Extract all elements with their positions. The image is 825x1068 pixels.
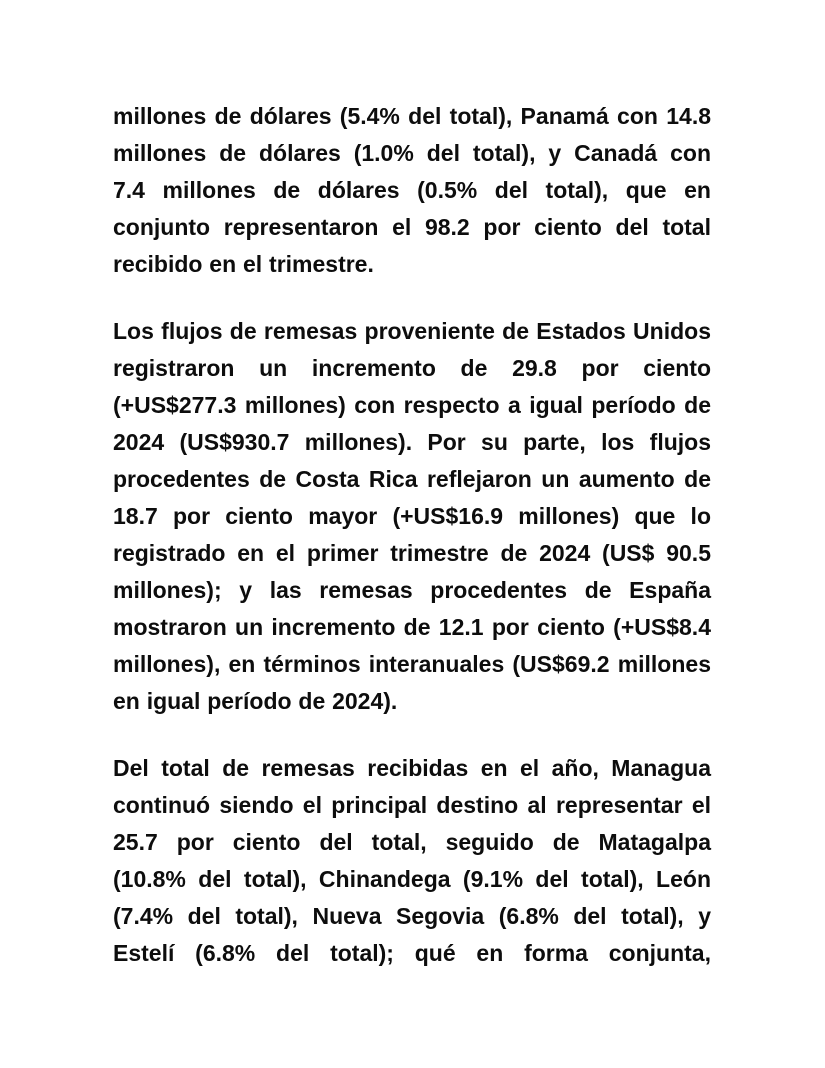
paragraph-flows-by-origin	[113, 313, 711, 720]
text-line: mostraron un incremento de 12.1 por ciento (+US$8.4	[113, 614, 711, 640]
text-line: conjunto representaron el 98.2 por ciento del total	[113, 214, 711, 240]
text-line: millones), en términos interanuales (US$69.2 millones	[113, 651, 711, 677]
text-line: 25.7 por ciento del total, seguido de Matagalpa	[113, 829, 711, 855]
text-line: recibido en el trimestre.	[113, 251, 374, 277]
text-line: 2024 (US$930.7 millones). Por su parte, los flujos	[113, 429, 711, 455]
text-line: 7.4 millones de dólares (0.5% del total), que en	[113, 177, 711, 203]
text-line: 18.7 por ciento mayor (+US$16.9 millones) que lo	[113, 503, 711, 529]
text-line: Del total de remesas recibidas en el año, Managua	[113, 755, 711, 781]
paragraph-destinations	[113, 750, 711, 972]
text-line: (10.8% del total), Chinandega (9.1% del total), León	[113, 866, 711, 892]
paragraph-country-shares	[113, 98, 711, 283]
text-line: millones de dólares (1.0% del total), y Canadá con	[113, 140, 711, 166]
text-line: en igual período de 2024).	[113, 688, 398, 714]
text-line: millones de dólares (5.4% del total), Panamá con 14.8	[113, 103, 711, 129]
text-line: registraron un incremento de 29.8 por ciento	[113, 355, 711, 381]
text-line: Estelí (6.8% del total); qué en forma conjunta,	[113, 940, 711, 966]
text-line: procedentes de Costa Rica reflejaron un aumento de	[113, 466, 711, 492]
text-line: millones); y las remesas procedentes de España	[113, 577, 711, 603]
text-line: (7.4% del total), Nueva Segovia (6.8% del total), y	[113, 903, 711, 929]
text-line: registrado en el primer trimestre de 2024 (US$ 90.5	[113, 540, 711, 566]
text-line: continuó siendo el principal destino al representar el	[113, 792, 711, 818]
text-line: Los flujos de remesas proveniente de Estados Unidos	[113, 318, 711, 344]
text-line: (+US$277.3 millones) con respecto a igual período de	[113, 392, 711, 418]
